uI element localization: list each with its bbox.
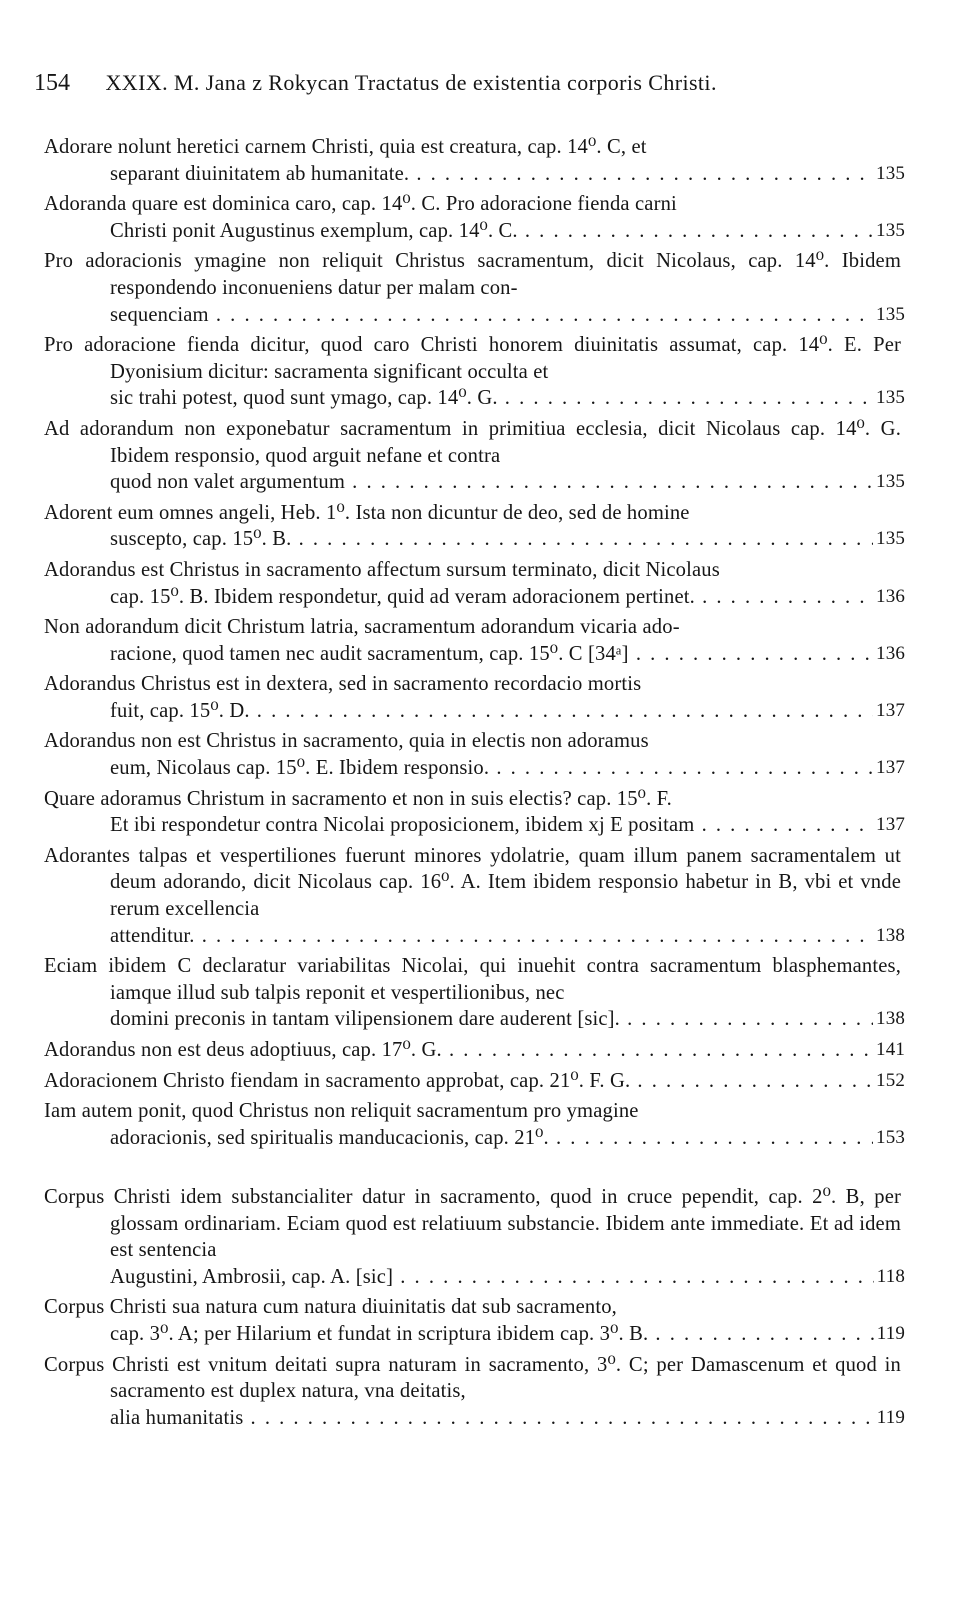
- entry-text: Pro adoracione fienda dicitur, quod caro Christi honorem diuinitatis assumat, cap. 14⁰. E. Per Dyonisium dicitur: sacramenta significant occulta et: [44, 334, 901, 383]
- entry-text: Adorantes talpas et vespertiliones fuerunt minores ydolatrie, quam illum panem sacramentalem ut deum adorando, dicit Nicolaus cap. 16⁰. A. Item ibidem responsio habetur in B, vbi et vnde rerum excellencia: [44, 844, 901, 921]
- entry-last-line: [110, 161, 901, 188]
- entry-last-text: Adoracionem Christo fiendam in sacramento approbat, cap. 21⁰. F. G. . . .: [44, 1070, 901, 1092]
- running-title: XXIX. M. Jana z Rokycan Tractatus de existentia corporis Christi.: [105, 70, 717, 95]
- index-section-corpus: [0, 1184, 960, 1431]
- index-entry: [44, 1098, 905, 1151]
- entry-text: Eciam ibidem C declaratur variabilitas Nicolai, qui inuehit contra sacramentum blasphemantes, iamque illud sub talpis reponit et vespertilionibus, nec: [44, 955, 901, 1004]
- entry-last-text: fuit, cap. 15⁰. D. . . .: [110, 700, 901, 722]
- entry-last-text: cap. 3⁰. A; per Hilarium et fundat in scriptura ibidem cap. 3⁰. B. . . .: [110, 1323, 901, 1345]
- entry-page-ref: 135: [873, 385, 905, 412]
- entry-page-ref: 135: [873, 469, 905, 496]
- index-entry: [44, 953, 905, 1033]
- index-entry: [44, 500, 905, 553]
- entry-text: Adorandus non est Christus in sacramento, quia in electis non adoramus: [44, 730, 649, 753]
- entry-page-ref: 135: [873, 218, 905, 245]
- entry-last-text: attenditur. . . .: [110, 925, 901, 947]
- entry-last-line: [110, 1006, 901, 1033]
- entry-text: Pro adoracionis ymagine non reliquit Christus sacramentum, dicit Nicolaus, cap. 14⁰. Ibidem respondendo inconueniens datur per malam con-: [44, 250, 901, 299]
- entry-text: Corpus Christi sua natura cum natura diuinitatis dat sub sacramento,: [44, 1296, 617, 1319]
- entry-page-ref: 119: [874, 1321, 905, 1348]
- entry-page-ref: 119: [874, 1405, 905, 1432]
- index-entry: [44, 671, 905, 724]
- entry-text: Adorandus est Christus in sacramento affectum sursum terminato, dicit Nicolaus: [44, 558, 720, 581]
- entry-last-line: [110, 641, 901, 668]
- entry-last-text: Christi ponit Augustinus exemplum, cap. 14⁰. C. . . .: [110, 220, 901, 242]
- entry-last-text: Et ibi respondetur contra Nicolai proposicionem, ibidem xj E positam . . .: [110, 814, 901, 836]
- index-entry: [44, 843, 905, 949]
- entry-last-line: [44, 1068, 901, 1095]
- entry-text: Corpus Christi est vnitum deitati supra naturam in sacramento, 3⁰. C; per Damascenum et quod in sacramento est duplex natura, vna deitatis,: [44, 1353, 901, 1403]
- entry-last-line: [110, 469, 901, 496]
- page-number: 154: [34, 70, 70, 96]
- index-entry: [44, 1068, 905, 1095]
- entry-text: Adoranda quare est dominica caro, cap. 14⁰. C. Pro adoracione fienda carni: [44, 193, 677, 216]
- entry-page-ref: 138: [873, 1006, 905, 1033]
- entry-last-line: [110, 218, 901, 245]
- entry-page-ref: 153: [873, 1125, 905, 1152]
- entry-last-text: quod non valet argumentum . . .: [110, 471, 901, 493]
- entry-last-text: racione, quod tamen nec audit sacramentum, cap. 15⁰. C [34ᵃ] . . .: [110, 643, 901, 665]
- index-section-adorare: [0, 134, 960, 1151]
- entry-page-ref: 141: [873, 1037, 905, 1064]
- entry-page-ref: 135: [873, 161, 905, 188]
- entry-last-line: [110, 302, 901, 329]
- entry-last-text: separant diuinitatem ab humanitate. . . .: [110, 163, 901, 185]
- entry-last-text: eum, Nicolaus cap. 15⁰. E. Ibidem responsio. . . .: [110, 757, 901, 779]
- entry-page-ref: 138: [873, 923, 905, 950]
- entry-last-line: [110, 526, 901, 553]
- entry-text: Adorandus Christus est in dextera, sed in sacramento recordacio mortis: [44, 673, 642, 696]
- running-header: [34, 70, 894, 97]
- entry-last-text: cap. 15⁰. B. Ibidem respondetur, quid ad veram adoracionem pertinet. . . .: [110, 586, 901, 608]
- entry-page-ref: 137: [873, 698, 905, 725]
- entry-page-ref: 152: [873, 1068, 905, 1095]
- index-entry: [44, 1352, 905, 1432]
- entry-text: Quare adoramus Christum in sacramento et non in suis electis? cap. 15⁰. F.: [44, 787, 672, 810]
- index-entry: [44, 332, 905, 412]
- entry-last-line: [44, 1037, 901, 1064]
- index-entry: [44, 786, 905, 839]
- entry-page-ref: 118: [874, 1264, 905, 1291]
- entry-text: Ad adorandum non exponebatur sacramentum in primitiua ecclesia, dicit Nicolaus cap. 14⁰. G. Ibidem responsio, quod arguit nefane et contra: [44, 417, 901, 467]
- index-entry: [44, 1037, 905, 1064]
- entry-last-text: Augustini, Ambrosii, cap. A. [sic] . . .: [110, 1266, 901, 1288]
- entry-last-text: suscepto, cap. 15⁰. B. . . .: [110, 528, 901, 550]
- entry-page-ref: 136: [873, 641, 905, 668]
- entry-last-line: [110, 755, 901, 782]
- entry-page-ref: 135: [873, 526, 905, 553]
- entry-last-text: sequenciam . . .: [110, 304, 901, 326]
- index-entry: [44, 191, 905, 244]
- entry-last-line: [110, 1264, 901, 1291]
- entry-page-ref: 136: [873, 584, 905, 611]
- entry-last-text: domini preconis in tantam vilipensionem dare auderent [sic]. . . .: [110, 1008, 901, 1030]
- entry-text: Non adorandum dicit Christum latria, sacramentum adorandum vicaria ado-: [44, 616, 680, 639]
- index-entry: [44, 134, 905, 187]
- index-entry: [44, 416, 905, 496]
- entry-last-line: [110, 385, 901, 412]
- entry-text: Adorent eum omnes angeli, Heb. 1⁰. Ista non dicuntur de deo, sed de homine: [44, 501, 690, 524]
- entry-last-text: adoracionis, sed spiritualis manducacionis, cap. 21⁰. . . .: [110, 1127, 901, 1149]
- entry-last-line: [110, 584, 901, 611]
- entry-page-ref: 135: [873, 302, 905, 329]
- entry-last-line: [110, 1405, 901, 1432]
- entry-last-line: [110, 812, 901, 839]
- entry-text: Corpus Christi idem substancialiter datur in sacramento, quod in cruce pependit, cap. 2⁰. B, per glossam ordinariam. Eciam quod est relatiuum substancie. Ibidem ante immediate. Et ad idem est sentencia: [44, 1186, 901, 1262]
- entry-page-ref: 137: [873, 812, 905, 839]
- index-entry: [44, 557, 905, 610]
- index-entry: [44, 1294, 905, 1347]
- entry-text: Adorare nolunt heretici carnem Christi, quia est creatura, cap. 14⁰. C, et: [44, 136, 647, 158]
- entry-last-line: [110, 1321, 901, 1348]
- entry-last-line: [110, 1125, 901, 1152]
- entry-last-line: [110, 698, 901, 725]
- entry-page-ref: 137: [873, 755, 905, 782]
- index-entry: [44, 1184, 905, 1290]
- entry-last-text: Adorandus non est deus adoptiuus, cap. 17⁰. G. . . .: [44, 1039, 901, 1061]
- entry-last-line: [110, 923, 901, 950]
- index-entry: [44, 614, 905, 667]
- index-entry: [44, 728, 905, 781]
- entry-text: Iam autem ponit, quod Christus non reliquit sacramentum pro ymagine: [44, 1100, 639, 1123]
- entry-last-text: sic trahi potest, quod sunt ymago, cap. 14⁰. G. . . .: [110, 387, 901, 409]
- entry-last-text: alia humanitatis . . .: [110, 1407, 901, 1429]
- index-entry: [44, 248, 905, 328]
